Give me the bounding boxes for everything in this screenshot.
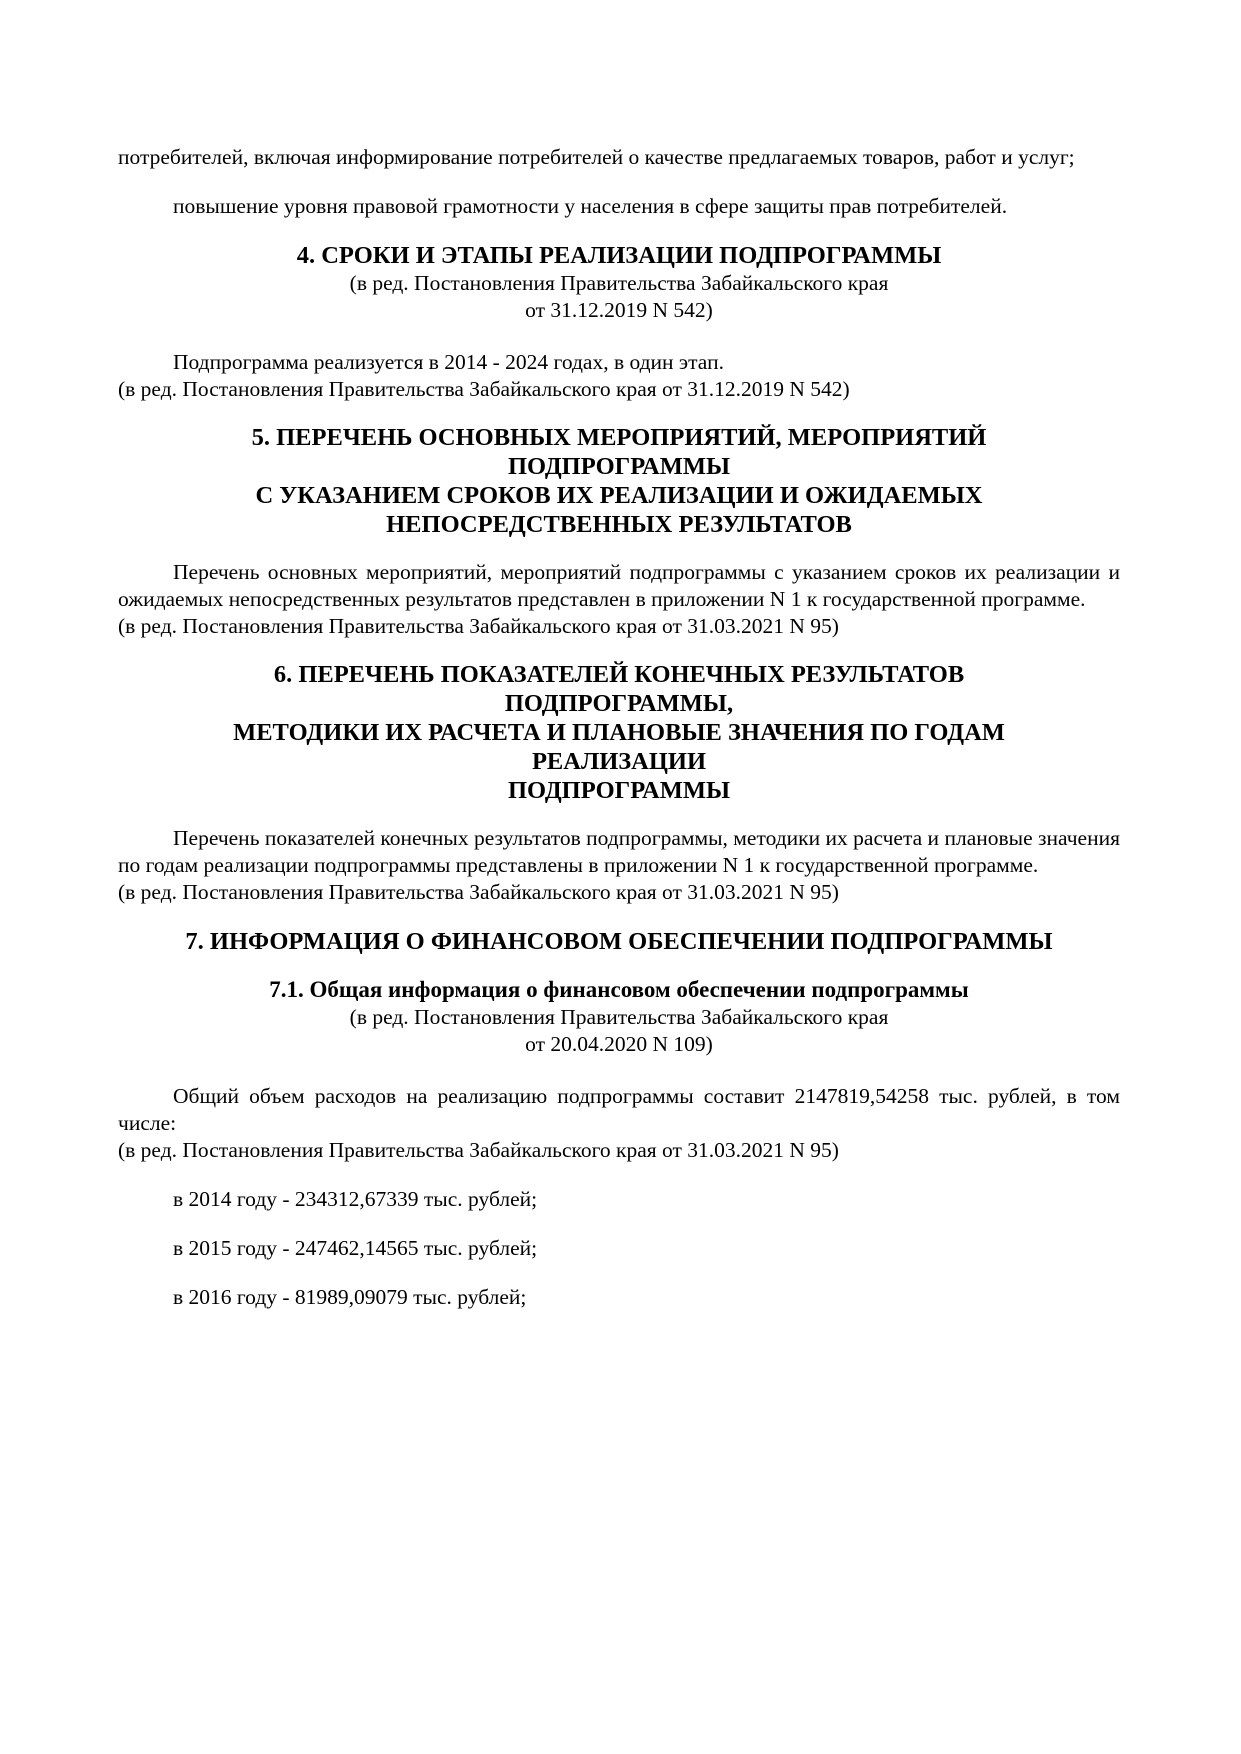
section-6-heading-line-1: 6. ПЕРЕЧЕНЬ ПОКАЗАТЕЛЕЙ КОНЕЧНЫХ РЕЗУЛЬТАТОВ	[273, 661, 965, 688]
section-6-edition-note: (в ред. Постановления Правительства Забайкальского края от 31.03.2021 N 95)	[118, 880, 839, 904]
section-7-1-subheading: 7.1. Общая информация о финансовом обеспечении подпрограммы	[269, 977, 969, 1002]
section-5-edition-note: (в ред. Постановления Правительства Забайкальского края от 31.03.2021 N 95)	[118, 614, 839, 638]
section-7-1-edition-line-1: (в ред. Постановления Правительства Забайкальского края	[349, 1005, 889, 1029]
section-5-heading-line-2: ПОДПРОГРАММЫ	[507, 453, 731, 480]
section-7-heading: 7. ИНФОРМАЦИЯ О ФИНАНСОВОМ ОБЕСПЕЧЕНИИ ПОДПРОГРАММЫ	[185, 928, 1053, 955]
section-4-edition-line-1: (в ред. Постановления Правительства Забайкальского края	[349, 271, 889, 295]
section-4-body: Подпрограмма реализуется в 2014 - 2024 годах, в один этап.	[173, 350, 724, 374]
section-7-1-edition-note: (в ред. Постановления Правительства Забайкальского края от 31.03.2021 N 95)	[118, 1138, 839, 1162]
section-5-body: Перечень основных мероприятий, мероприятий подпрограммы с указанием сроков их реализации и ожидаемых непосредственных результатов представлен в приложении N 1 к государственной программе.	[118, 560, 1120, 611]
section-6-heading-line-2: ПОДПРОГРАММЫ,	[504, 690, 734, 717]
expense-year-2014: в 2014 году - 234312,67339 тыс. рублей;	[173, 1187, 538, 1211]
section-6-body: Перечень показателей конечных результатов подпрограммы, методики их расчета и плановые значения по годам реализации подпрограммы представлены в приложении N 1 к государственной программе.	[118, 826, 1120, 877]
section-6-heading-line-4: РЕАЛИЗАЦИИ	[531, 748, 707, 775]
section-4-edition-note: (в ред. Постановления Правительства Забайкальского края от 31.12.2019 N 542)	[118, 377, 850, 401]
document-page	[118, 144, 1120, 1311]
section-7-1-body: Общий объем расходов на реализацию подпрограммы составит 2147819,54258 тыс. рублей, в том числе:	[118, 1084, 1120, 1135]
continuation-paragraph-consumers: потребителей, включая информирование потребителей о качестве предлагаемых товаров, работ и услуг;	[118, 145, 1075, 169]
section-5-heading-line-4: НЕПОСРЕДСТВЕННЫХ РЕЗУЛЬТАТОВ	[386, 511, 852, 538]
expense-year-2015: в 2015 году - 247462,14565 тыс. рублей;	[173, 1236, 538, 1260]
section-5-heading-line-1: 5. ПЕРЕЧЕНЬ ОСНОВНЫХ МЕРОПРИЯТИЙ, МЕРОПРИЯТИЙ	[251, 424, 987, 451]
section-6-heading-line-5: ПОДПРОГРАММЫ	[507, 777, 731, 804]
section-5-heading-line-3: С УКАЗАНИЕМ СРОКОВ ИХ РЕАЛИЗАЦИИ И ОЖИДАЕМЫХ	[255, 482, 983, 509]
continuation-paragraph-legal-literacy: повышение уровня правовой грамотности у населения в сфере защиты прав потребителей.	[173, 194, 1008, 218]
expense-year-2016: в 2016 году - 81989,09079 тыс. рублей;	[173, 1285, 527, 1309]
section-4-edition-line-2: от 31.12.2019 N 542)	[525, 298, 713, 322]
section-6-heading-line-3: МЕТОДИКИ ИХ РАСЧЕТА И ПЛАНОВЫЕ ЗНАЧЕНИЯ ПО ГОДАМ	[233, 719, 1005, 746]
section-7-1-edition-line-2: от 20.04.2020 N 109)	[525, 1032, 713, 1056]
section-4-heading: 4. СРОКИ И ЭТАПЫ РЕАЛИЗАЦИИ ПОДПРОГРАММЫ	[296, 242, 942, 269]
